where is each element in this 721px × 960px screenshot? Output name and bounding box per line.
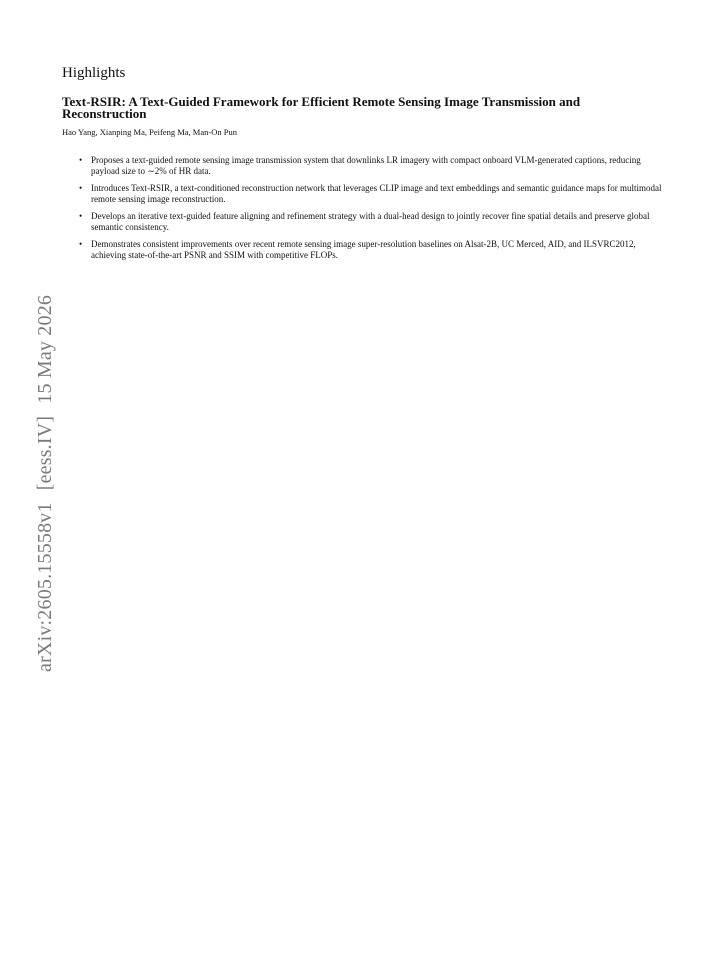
highlight-item [79, 183, 662, 205]
highlights-list [62, 155, 662, 261]
highlight-item [79, 155, 662, 177]
highlights-section [62, 64, 662, 267]
bullet-icon: • [79, 211, 83, 221]
arxiv-id: arXiv:2605.15558v1 [34, 502, 56, 672]
highlight-text: Proposes a text-guided remote sensing image transmission system that downlinks LR imagery with compact onboard VLM-generated captions, reducing payload size to ∼2% of HR data. [91, 155, 641, 176]
highlight-text: Develops an iterative text-guided feature aligning and refinement strategy with a dual-head design to jointly recover fine spatial details and preserve global semantic consistency. [91, 211, 650, 232]
paper-title: Text-RSIR: A Text-Guided Framework for Efficient Remote Sensing Image Transmission and Reconstruction [62, 94, 581, 121]
arxiv-stamp [34, 295, 57, 672]
highlight-text: Demonstrates consistent improvements over recent remote sensing image super-resolution baselines on Alsat-2B, UC Merced, AID, and ILSVRC2012, achieving state-of-the-art PSNR and SSIM with competitive FLOPs. [91, 239, 636, 260]
highlight-text: Introduces Text-RSIR, a text-conditioned reconstruction network that leverages CLIP image and text embeddings and semantic guidance maps for multimodal remote sensing image reconstruction. [91, 183, 662, 204]
highlights-heading: Highlights [62, 65, 126, 81]
highlight-item [79, 239, 662, 261]
author-list: Hao Yang, Xianping Ma, Peifeng Ma, Man-On Pun [62, 127, 237, 137]
arxiv-category: [eess.IV] [34, 415, 56, 491]
bullet-icon: • [79, 239, 83, 249]
highlight-item [79, 211, 662, 233]
bullet-icon: • [79, 155, 83, 165]
arxiv-date: 15 May 2026 [34, 294, 56, 404]
bullet-icon: • [79, 183, 83, 193]
